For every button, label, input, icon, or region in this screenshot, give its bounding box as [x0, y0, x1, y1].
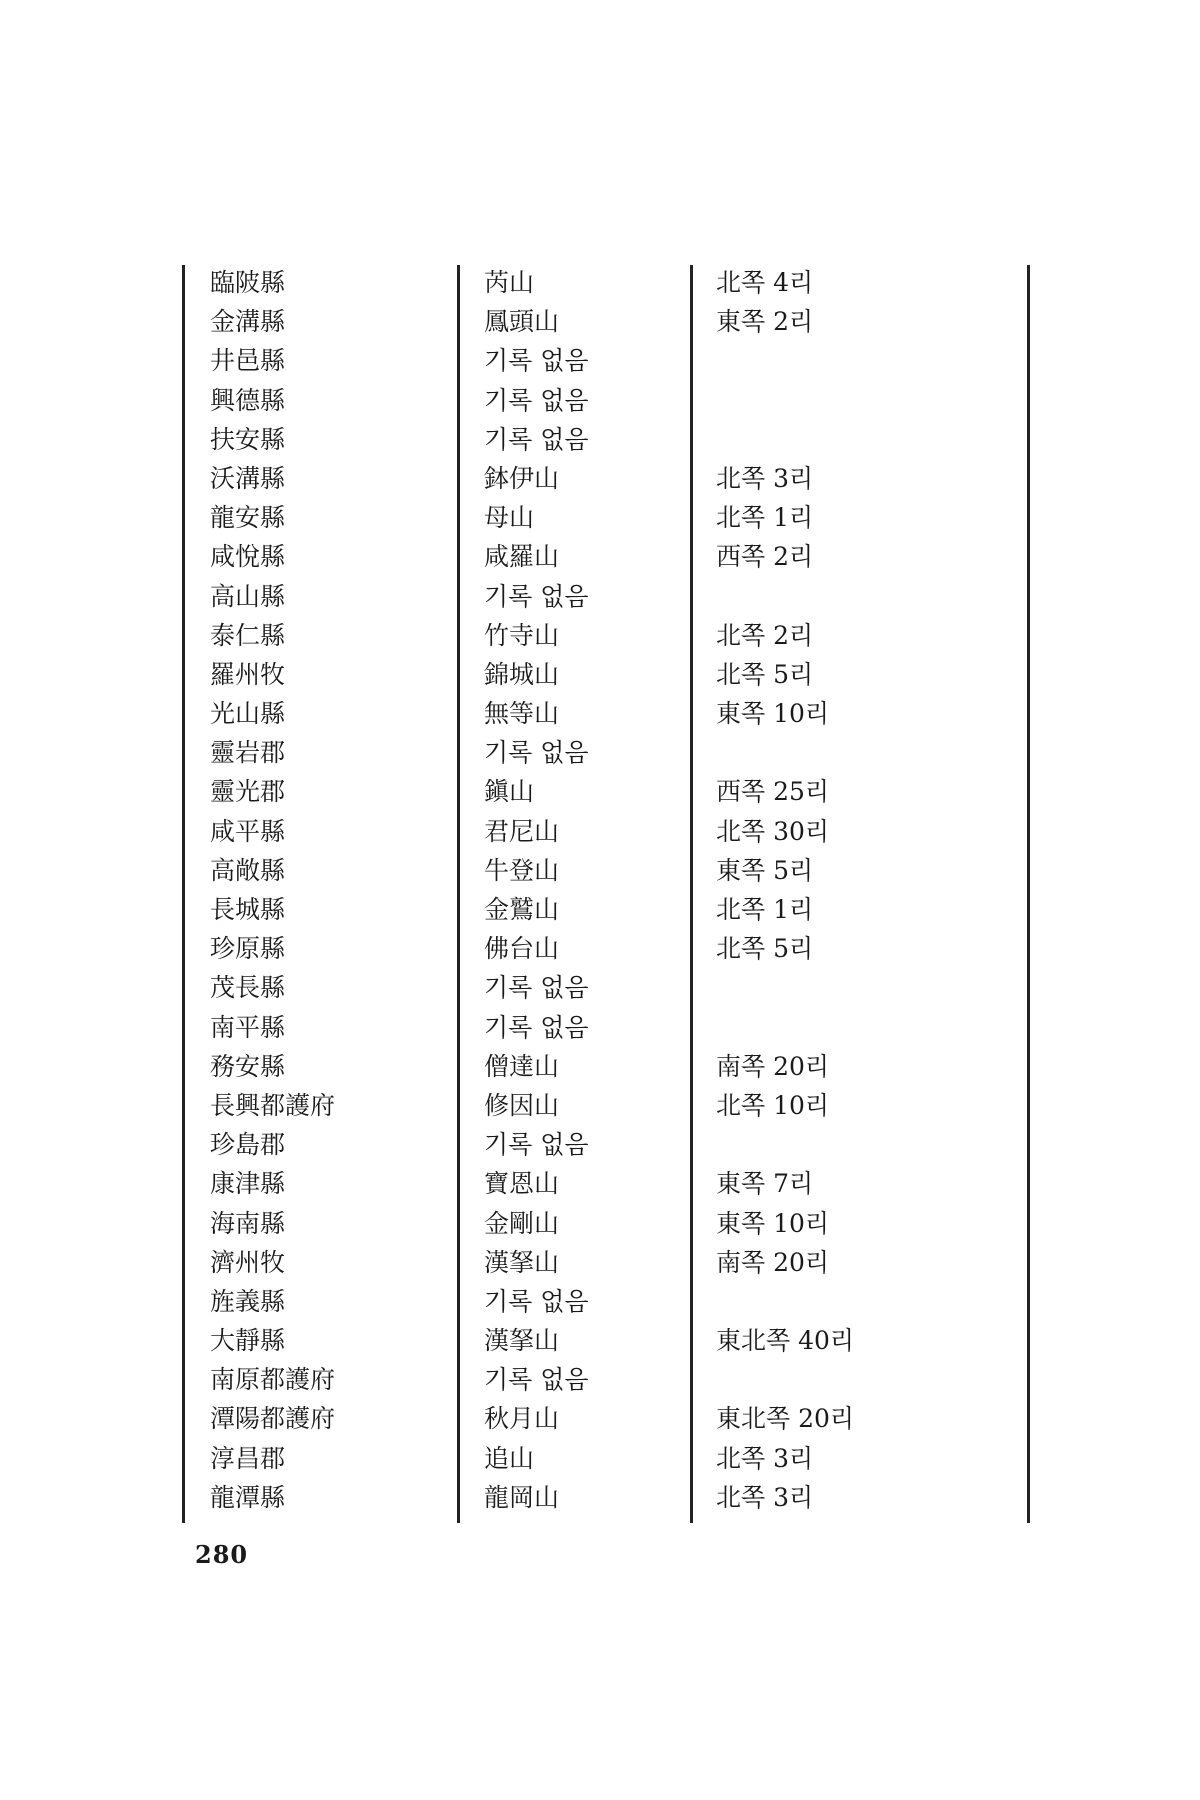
mountain-name: 金剛山	[484, 1208, 560, 1238]
mountain-name: 기록 없음	[484, 581, 589, 611]
place-name: 南平縣	[210, 1012, 286, 1042]
place-name: 井邑縣	[210, 346, 286, 376]
mountain-name: 漢拏山	[484, 1326, 560, 1356]
place-name: 大靜縣	[210, 1326, 286, 1356]
mountain-name: 追山	[484, 1443, 535, 1473]
direction-distance: 北쪽 30리	[716, 816, 830, 846]
direction-distance: 東쪽 7리	[716, 1169, 814, 1199]
table-row	[0, 812, 1200, 851]
table-row	[0, 381, 1200, 420]
mountain-name: 기록 없음	[484, 346, 589, 376]
mountain-name: 기록 없음	[484, 1365, 589, 1395]
mountain-name: 修因山	[484, 1090, 560, 1120]
place-name: 靈光郡	[210, 777, 286, 807]
place-name: 咸平縣	[210, 816, 286, 846]
mountain-name: 秋月山	[484, 1404, 560, 1434]
place-name: 長興都護府	[210, 1090, 336, 1120]
table-row	[0, 1478, 1200, 1517]
table-row	[0, 1243, 1200, 1282]
table-row	[0, 1008, 1200, 1047]
mountain-name: 僧達山	[484, 1051, 560, 1081]
direction-distance: 北쪽 5리	[716, 659, 814, 689]
direction-distance: 南쪽 20리	[716, 1051, 830, 1081]
table-row	[0, 616, 1200, 655]
mountain-name: 竹寺山	[484, 620, 560, 650]
table-row	[0, 929, 1200, 968]
direction-distance: 東쪽 10리	[716, 1208, 830, 1238]
place-name: 旌義縣	[210, 1286, 286, 1316]
direction-distance: 南쪽 20리	[716, 1247, 830, 1277]
direction-distance: 北쪽 3리	[716, 1482, 814, 1512]
place-name: 興德縣	[210, 385, 286, 415]
mountain-name: 鎭山	[484, 777, 535, 807]
table-row	[0, 459, 1200, 498]
place-name: 金溝縣	[210, 307, 286, 337]
place-name: 濟州牧	[210, 1247, 286, 1277]
place-name: 咸悅縣	[210, 542, 286, 572]
table-row	[0, 694, 1200, 733]
page-number: 280	[195, 1540, 249, 1569]
place-name: 龍安縣	[210, 503, 286, 533]
table-row	[0, 577, 1200, 616]
mountain-name: 金鷲山	[484, 895, 560, 924]
place-name: 高敞縣	[210, 855, 286, 885]
table-row	[0, 1086, 1200, 1125]
mountain-name: 기록 없음	[484, 738, 589, 768]
direction-distance: 北쪽 1리	[716, 503, 814, 533]
direction-distance: 西쪽 2리	[716, 542, 814, 572]
direction-distance: 北쪽 5리	[716, 934, 814, 964]
mountain-name: 佛台山	[484, 934, 560, 964]
table-row	[0, 1399, 1200, 1438]
table-row	[0, 1204, 1200, 1243]
direction-distance: 北쪽 4리	[716, 268, 814, 297]
table-row	[0, 1439, 1200, 1478]
table-row	[0, 655, 1200, 694]
place-name: 茂長縣	[210, 973, 286, 1003]
mountain-name: 錦城山	[484, 659, 560, 689]
place-name: 長城縣	[210, 895, 286, 924]
place-name: 靈岩郡	[210, 738, 286, 768]
table-row	[0, 890, 1200, 929]
direction-distance: 北쪽 3리	[716, 463, 814, 493]
mountain-name: 芮山	[484, 268, 535, 297]
mountain-name: 기록 없음	[484, 973, 589, 1003]
place-name: 羅州牧	[210, 659, 286, 689]
table-row	[0, 420, 1200, 459]
place-name: 務安縣	[210, 1051, 286, 1081]
table-row	[0, 968, 1200, 1007]
table-row	[0, 851, 1200, 890]
table-row	[0, 263, 1200, 302]
direction-distance: 北쪽 2리	[716, 620, 814, 650]
direction-distance: 北쪽 3리	[716, 1443, 814, 1473]
mountain-name: 無等山	[484, 699, 560, 729]
direction-distance: 東쪽 2리	[716, 307, 814, 337]
mountain-name: 기록 없음	[484, 1012, 589, 1042]
mountain-name: 鉢伊山	[484, 463, 560, 493]
mountain-name: 漢拏山	[484, 1247, 560, 1277]
table-row	[0, 1321, 1200, 1360]
mountain-name: 기록 없음	[484, 1130, 589, 1160]
table-row	[0, 1360, 1200, 1399]
direction-distance: 西쪽 25리	[716, 777, 830, 807]
place-name: 臨陂縣	[210, 268, 286, 297]
table-row	[0, 341, 1200, 380]
table-row	[0, 772, 1200, 811]
place-name: 康津縣	[210, 1169, 286, 1199]
table-row	[0, 1164, 1200, 1203]
table-row	[0, 1282, 1200, 1321]
direction-distance: 東쪽 10리	[716, 699, 830, 729]
mountain-name: 寶恩山	[484, 1169, 560, 1199]
place-name: 扶安縣	[210, 424, 286, 454]
mountain-name: 鳳頭山	[484, 307, 560, 337]
mountain-name: 기록 없음	[484, 1286, 589, 1316]
place-name: 潭陽都護府	[210, 1404, 336, 1434]
direction-distance: 北쪽 10리	[716, 1090, 830, 1120]
place-name: 高山縣	[210, 581, 286, 611]
mountain-name: 咸羅山	[484, 542, 560, 572]
place-name: 珍原縣	[210, 934, 286, 964]
place-name: 淳昌郡	[210, 1443, 286, 1473]
table-row	[0, 537, 1200, 576]
table-row	[0, 302, 1200, 341]
mountain-name: 龍岡山	[484, 1482, 560, 1512]
place-name: 泰仁縣	[210, 620, 286, 650]
mountain-name: 기록 없음	[484, 385, 589, 415]
mountain-name: 牛登山	[484, 855, 560, 885]
place-name: 龍潭縣	[210, 1482, 286, 1512]
table-row	[0, 498, 1200, 537]
mountain-name: 母山	[484, 503, 535, 533]
direction-distance: 東北쪽 20리	[716, 1404, 855, 1434]
place-name: 沃溝縣	[210, 463, 286, 493]
direction-distance: 東北쪽 40리	[716, 1326, 855, 1356]
mountain-name: 君尼山	[484, 816, 560, 846]
table-row	[0, 1125, 1200, 1164]
table-row	[0, 733, 1200, 772]
place-name: 光山縣	[210, 699, 286, 729]
mountain-name: 기록 없음	[484, 424, 589, 454]
place-name: 海南縣	[210, 1208, 286, 1238]
place-name: 南原都護府	[210, 1365, 336, 1395]
direction-distance: 北쪽 1리	[716, 895, 814, 924]
place-name: 珍島郡	[210, 1130, 286, 1160]
mountain-table	[0, 263, 1200, 1517]
table-row	[0, 1047, 1200, 1086]
direction-distance: 東쪽 5리	[716, 855, 814, 885]
